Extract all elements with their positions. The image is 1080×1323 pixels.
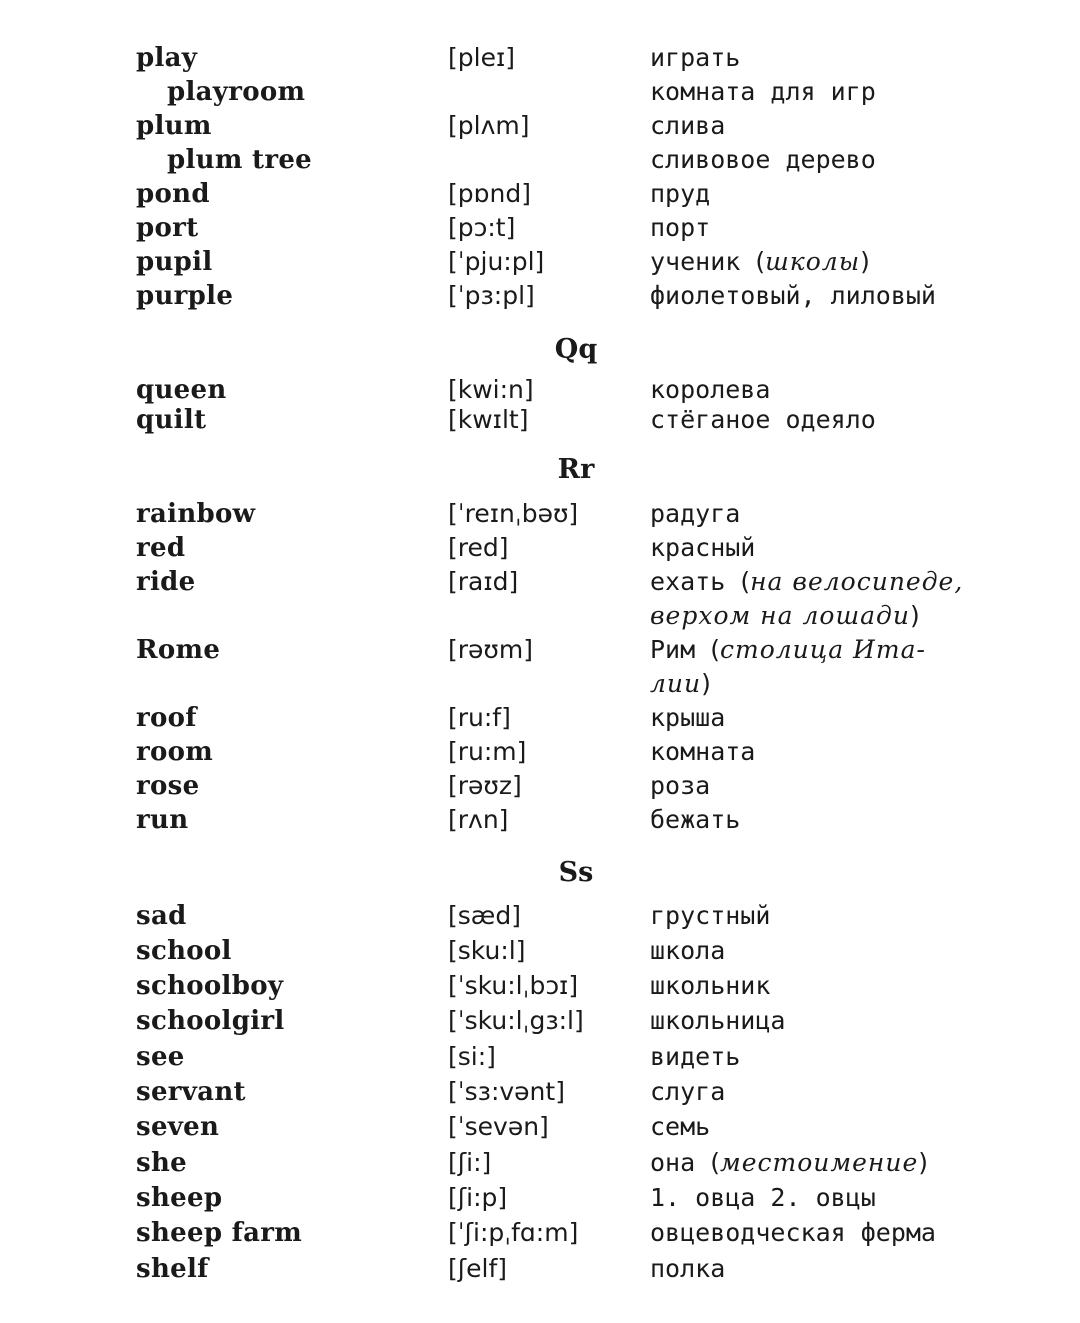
entry-transcription: [sku:l] [448, 936, 526, 965]
entry-transcription: [ˈpɜ:pl] [448, 281, 535, 310]
translation-text: ученик [650, 247, 756, 276]
close-paren: ) [918, 1148, 929, 1177]
translation-text: школьник [650, 971, 771, 1000]
translation-text: фиолетовый, лиловый [650, 281, 936, 310]
translation-text: слива [650, 111, 726, 140]
entry-word: play [136, 43, 198, 73]
translation-text: 1. овца 2. овцы [650, 1183, 876, 1212]
translation-note: верхом на лошади [650, 601, 910, 630]
translation-text: сливовое дерево [650, 145, 876, 174]
entry-translation [650, 403, 1060, 437]
entry-translation [650, 531, 1060, 565]
entry-translation [650, 1146, 1060, 1180]
entry-transcription: [plʌm] [448, 111, 530, 140]
translation-text: школа [650, 936, 726, 965]
entry-transcription: [pɔ:t] [448, 213, 516, 242]
entry-transcription: [ru:f] [448, 703, 511, 732]
entry-word: plum tree [167, 145, 313, 175]
entry-word: ride [136, 567, 196, 597]
entry-transcription: [rəʊm] [448, 635, 533, 664]
translation-text: крыша [650, 703, 726, 732]
open-paren: ( [740, 567, 751, 596]
entry-translation [650, 1181, 1060, 1215]
entry-transcription: [raɪd] [448, 567, 519, 596]
entry-transcription: [ʃi:p] [448, 1183, 508, 1212]
translation-text: комната [650, 737, 756, 766]
entry-transcription: [pleɪ] [448, 43, 515, 72]
entry-word: rose [136, 771, 200, 801]
translation-text: роза [650, 771, 711, 800]
entry-translation [650, 934, 1060, 968]
entry-translation [650, 969, 1060, 1003]
entry-word: pupil [136, 247, 213, 277]
entry-word: playroom [167, 77, 306, 107]
translation-text: школьница [650, 1006, 786, 1035]
translation-text: порт [650, 213, 711, 242]
entry-transcription: [kwɪlt] [448, 405, 529, 434]
section-letter: Ss [558, 857, 594, 888]
entry-word: quilt [136, 405, 207, 435]
entry-translation [650, 803, 1060, 837]
entry-word: schoolgirl [136, 1006, 285, 1036]
entry-word: schoolboy [136, 971, 284, 1001]
translation-note: лии [650, 669, 702, 698]
translation-text: комната для игр [650, 77, 876, 106]
translation-text: полка [650, 1254, 726, 1283]
entry-transcription: [ˈsevən] [448, 1112, 549, 1141]
open-paren: ( [710, 1148, 720, 1177]
translation-text: радуга [650, 499, 741, 528]
entry-word: servant [136, 1077, 246, 1107]
entry-word: run [136, 805, 189, 835]
entry-word: seven [136, 1112, 220, 1142]
entry-transcription: [ˈʃi:pˌfɑ:m] [448, 1218, 579, 1247]
translation-note: местоимение [719, 1148, 919, 1177]
entry-transcription: [ru:m] [448, 737, 527, 766]
entry-transcription: [ˈsku:lˌgɜ:l] [448, 1006, 584, 1035]
entry-translation [650, 75, 1060, 109]
entry-transcription: [ˈsɜ:vənt] [448, 1077, 565, 1106]
entry-word: queen [136, 375, 227, 405]
entry-translation [650, 769, 1060, 803]
open-paren: ( [755, 247, 766, 276]
entry-translation [650, 899, 1060, 933]
entry-translation [650, 497, 1060, 531]
entry-word: Rome [136, 635, 221, 665]
entry-transcription: [rʌn] [448, 805, 509, 834]
close-paren: ) [860, 247, 870, 276]
entry-translation [650, 373, 1060, 407]
open-paren: ( [710, 635, 720, 664]
translation-text: грустный [650, 901, 771, 930]
translation-text: королева [650, 375, 771, 404]
entry-transcription: [ˈreɪnˌbəʊ] [448, 499, 579, 528]
entry-translation [650, 1252, 1060, 1286]
entry-transcription: [si:] [448, 1042, 496, 1071]
translation-text: стёганое одеяло [650, 405, 876, 434]
translation-text: играть [650, 43, 741, 72]
entry-translation [650, 211, 1060, 245]
entry-translation [650, 177, 1060, 211]
translation-note: на велосипеде, [750, 567, 964, 596]
entry-transcription: [ʃelf] [448, 1254, 508, 1283]
translation-note: школы [765, 247, 861, 276]
entry-word: see [136, 1042, 185, 1072]
entry-word: port [136, 213, 199, 243]
entry-word: room [136, 737, 214, 767]
entry-word: red [136, 533, 186, 563]
entry-translation [650, 143, 1060, 177]
entry-translation [650, 565, 1060, 599]
translation-text: пруд [650, 179, 711, 208]
entry-word: purple [136, 281, 234, 311]
entry-transcription: [red] [448, 533, 509, 562]
entry-translation [650, 245, 1060, 279]
entry-translation [650, 599, 1060, 633]
entry-word: school [136, 936, 232, 966]
translation-text: овцеводческая ферма [650, 1218, 936, 1247]
entry-translation [650, 41, 1060, 75]
translation-note: столица Ита- [719, 635, 926, 664]
entry-translation [650, 279, 1060, 313]
entry-translation [650, 1075, 1060, 1109]
section-letter: Qq [554, 334, 598, 365]
entry-word: sad [136, 901, 187, 931]
section-letter: Rr [557, 454, 595, 485]
entry-translation [650, 109, 1060, 143]
entry-word: shelf [136, 1254, 209, 1284]
entry-translation [650, 1040, 1060, 1074]
entry-transcription: [ʃi:] [448, 1148, 492, 1177]
entry-translation [650, 667, 1060, 701]
translation-text: ехать [650, 567, 741, 596]
entry-translation [650, 1004, 1060, 1038]
entry-translation [650, 1110, 1060, 1144]
entry-word: plum [136, 111, 212, 141]
translation-text: она [650, 1148, 711, 1177]
entry-word: she [136, 1148, 187, 1178]
entry-transcription: [ˈpju:pl] [448, 247, 545, 276]
entry-transcription: [sæd] [448, 901, 521, 930]
translation-text: красный [650, 533, 756, 562]
entry-transcription: [ˈsku:lˌbɔɪ] [448, 971, 579, 1000]
close-paren: ) [910, 601, 920, 630]
translation-text: семь [650, 1112, 711, 1141]
entry-translation [650, 1216, 1060, 1250]
entry-translation [650, 735, 1060, 769]
entry-transcription: [rəʊz] [448, 771, 522, 800]
entry-transcription: [pɒnd] [448, 179, 531, 208]
translation-text: Рим [650, 635, 711, 664]
entry-word: sheep [136, 1183, 223, 1213]
entry-word: roof [136, 703, 197, 733]
entry-word: rainbow [136, 499, 256, 529]
entry-translation [650, 701, 1060, 735]
entry-translation [650, 633, 1060, 667]
entry-word: pond [136, 179, 210, 209]
translation-text: бежать [650, 805, 741, 834]
close-paren: ) [701, 669, 711, 698]
translation-text: видеть [650, 1042, 741, 1071]
entry-transcription: [kwi:n] [448, 375, 534, 404]
translation-text: слуга [650, 1077, 726, 1106]
entry-word: sheep farm [136, 1218, 303, 1248]
